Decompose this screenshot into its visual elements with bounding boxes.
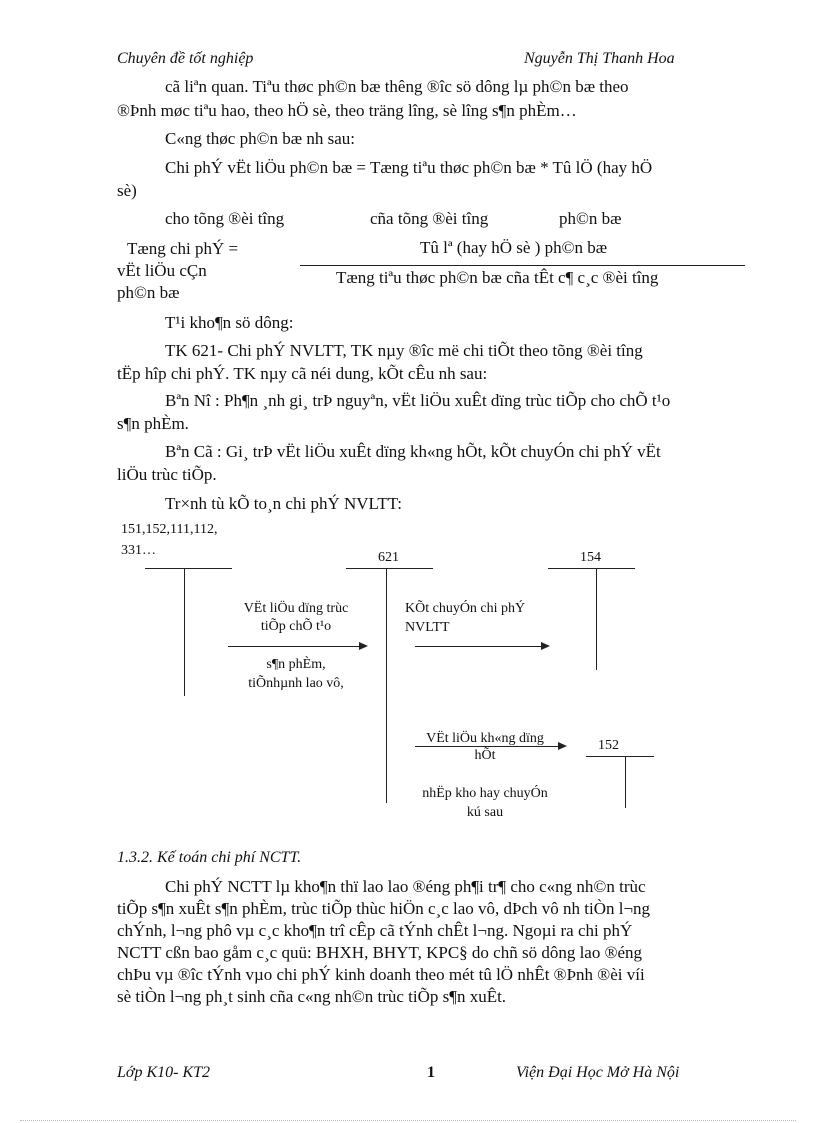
account-source-vertical-line bbox=[184, 568, 185, 696]
section-para-6: sè tiÒn l¬ng ph¸t sinh cña c«ng nh©n trùc tiÕp s¶n xuÊt. bbox=[117, 987, 507, 1006]
fraction-numerator: Tû lª (hay hÖ sè ) ph©n bæ bbox=[420, 238, 608, 257]
arrow3-label-3: nhËp kho hay chuyÓn bbox=[422, 786, 548, 801]
para-7b: s¶n phÈm. bbox=[117, 414, 189, 433]
arrow2-label-2: NVLTT bbox=[405, 620, 450, 635]
arrow2-head bbox=[541, 642, 550, 650]
fraction-left-1: Tæng chi phÝ = bbox=[127, 239, 239, 258]
para-4-col3: ph©n bæ bbox=[559, 209, 622, 228]
account-source-label-1: 151,152,111,112, bbox=[121, 522, 218, 537]
section-para-2: tiÕp s¶n xuÊt s¶n phÈm, trùc tiÕp thùc hiÖn c¸c lao vô, dÞch vô nh tiÒn l¬ng bbox=[117, 899, 651, 918]
account-621-label: 621 bbox=[378, 550, 399, 565]
para-5: T¹i kho¶n sö dông: bbox=[165, 313, 294, 332]
fraction-bar bbox=[300, 265, 745, 266]
para-6a: TK 621- Chi phÝ NVLTT, TK nµy ®îc më chi tiÕt theo tõng ®èi tîng bbox=[165, 341, 643, 360]
section-para-4: NCTT cßn bao gåm c¸c quü: BHXH, BHYT, KPC§ do chñ sö dông lao ®éng bbox=[117, 943, 643, 962]
arrow1-label-1: VËt liÖu dïng trùc bbox=[243, 601, 349, 616]
account-154-vertical-line bbox=[596, 568, 597, 670]
para-1a: cã liªn quan. Tiªu thøc ph©n bæ thêng ®îc sö dông lµ ph©n bæ theo bbox=[165, 77, 629, 96]
section-heading: 1.3.2. Kế toán chi phí NCTT. bbox=[117, 849, 302, 866]
fraction-left-2: vËt liÖu cÇn bbox=[117, 261, 207, 280]
para-3b: sè) bbox=[117, 181, 137, 200]
page-number: 1 bbox=[427, 1064, 435, 1081]
page-bottom-divider bbox=[20, 1120, 796, 1121]
fraction-denominator: Tæng tiªu thøc ph©n bæ cña tÊt c¶ c¸c ®èi tîng bbox=[336, 268, 659, 287]
arrow3-label-2: hÕt bbox=[474, 748, 496, 763]
arrow1-label-3: s¶n phÈm, bbox=[266, 657, 326, 672]
arrow2-label-1: KÕt chuyÓn chi phÝ bbox=[405, 601, 526, 616]
para-8b: liÖu trùc tiÕp. bbox=[117, 465, 217, 484]
account-154-label: 154 bbox=[580, 550, 601, 565]
arrow3-label-1: VËt liÖu kh«ng dïng bbox=[426, 731, 544, 746]
para-8a: Bªn Cã : Gi¸ trÞ vËt liÖu xuÊt dïng kh«ng hÕt, kÕt chuyÓn chi phÝ vËt bbox=[165, 442, 661, 461]
arrow1-line bbox=[228, 646, 359, 647]
account-152-top-line bbox=[586, 756, 654, 757]
account-source-label-2: 331… bbox=[121, 543, 156, 558]
para-3a: Chi phÝ vËt liÖu ph©n bæ = Tæng tiªu thøc ph©n bæ * Tû lÖ (hay hÖ bbox=[165, 158, 653, 177]
account-source-top-line bbox=[145, 568, 232, 569]
para-7a: Bªn Nî : Ph¶n ¸nh gi¸ trÞ nguyªn, vËt liÖu xuÊt dïng trùc tiÕp cho chÕ t¹o bbox=[165, 391, 671, 410]
account-152-vertical-line bbox=[625, 756, 626, 808]
account-152-label: 152 bbox=[598, 738, 619, 753]
account-621-vertical-line bbox=[386, 568, 387, 803]
arrow1-label-4: tiÕnhµnh lao vô, bbox=[248, 676, 344, 691]
arrow2-line bbox=[415, 646, 541, 647]
footer-left: Lớp K10- KT2 bbox=[117, 1064, 211, 1081]
para-4-col1: cho tõng ®èi tîng bbox=[165, 209, 285, 228]
arrow3-label-4: kú sau bbox=[466, 805, 504, 820]
fraction-left-3: ph©n bæ bbox=[117, 283, 180, 302]
footer-right: Viện Đại Học Mở Hà Nội bbox=[516, 1064, 680, 1081]
account-621-top-line bbox=[346, 568, 433, 569]
arrow1-label-2: tiÕp chÕ t¹o bbox=[260, 619, 332, 634]
account-154-top-line bbox=[548, 568, 635, 569]
section-para-1: Chi phÝ NCTT lµ kho¶n thï lao lao ®éng ph¶i tr¶ cho c«ng nh©n trùc bbox=[165, 877, 646, 896]
para-4-col2: cña tõng ®èi tîng bbox=[370, 209, 489, 228]
section-para-3: chÝnh, l¬ng phô vµ c¸c kho¶n trî cÊp cã tÝnh chÊt l¬ng. Ngoµi ra chi phÝ bbox=[117, 921, 633, 940]
section-para-5: chÞu vµ ®îc tÝnh vµo chi phÝ kinh doanh theo mét tû lÖ nhÊt ®Þnh ®èi víi bbox=[117, 965, 645, 984]
para-1b: ®Þnh møc tiªu hao, theo hÖ sè, theo träng lîng, sè lîng s¶n phÈm… bbox=[117, 101, 577, 120]
header-right: Nguyễn Thị Thanh Hoa bbox=[524, 50, 675, 67]
arrow1-head bbox=[359, 642, 368, 650]
header-left: Chuyên đề tốt nghiệp bbox=[117, 50, 254, 67]
para-9: Tr×nh tù kÕ to¸n chi phÝ NVLTT: bbox=[165, 494, 402, 513]
para-6b: tËp hîp chi phÝ. TK nµy cã néi dung, kÕt cÊu nh sau: bbox=[117, 364, 488, 383]
arrow3-line bbox=[415, 746, 558, 747]
para-2: C«ng thøc ph©n bæ nh sau: bbox=[165, 129, 355, 148]
